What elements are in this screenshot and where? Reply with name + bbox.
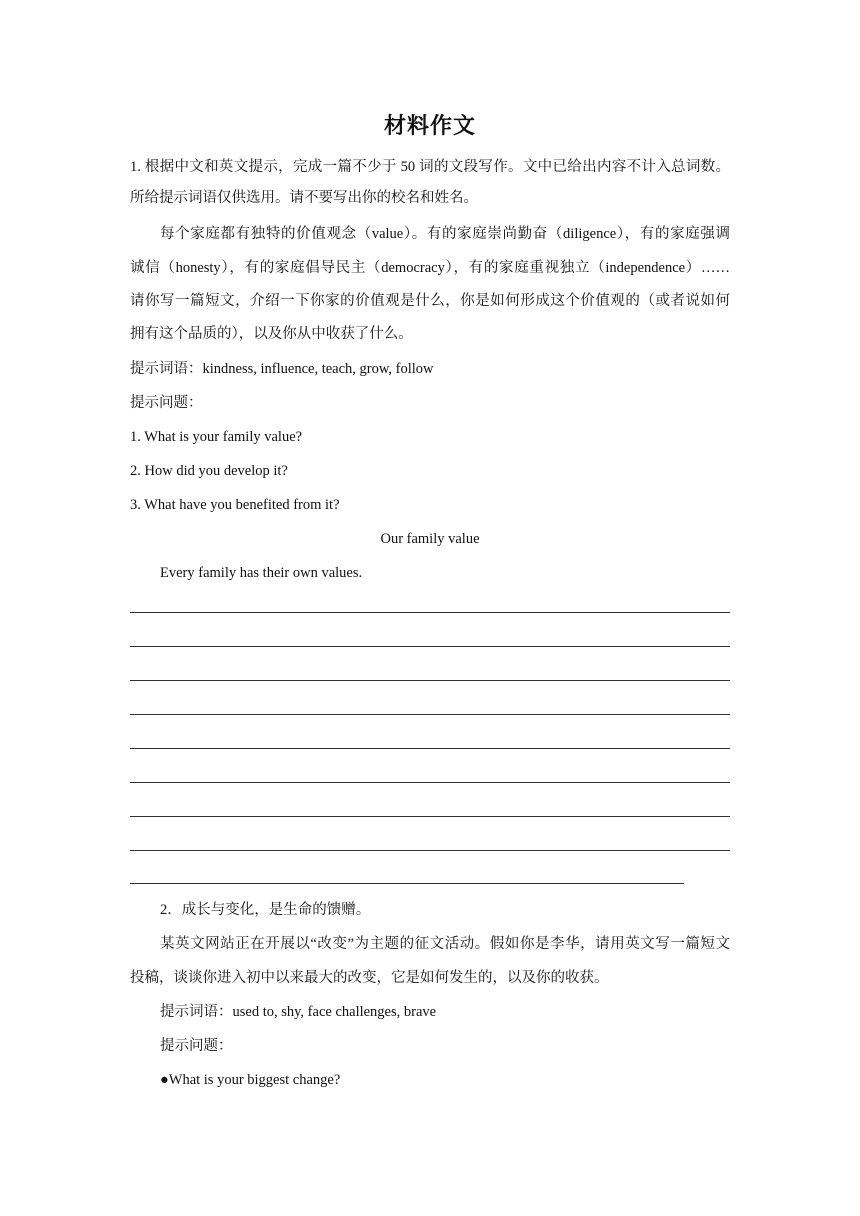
answer-line xyxy=(130,816,730,817)
answer-line xyxy=(130,646,730,647)
answer-line xyxy=(130,850,730,851)
task1-material-line-3: 请你写一篇短文，介绍一下你家的价值观是什么，你是如何形成这个价值观的（或者说如何 xyxy=(130,293,730,309)
task1-question-1: 1. What is your family value? xyxy=(130,429,303,445)
answer-line xyxy=(130,782,730,783)
page-title: 材料作文 xyxy=(383,114,476,139)
task2-question-1: ●What is your biggest change? xyxy=(160,1072,341,1088)
task1-instruction-line-1: 1. 根据中文和英文提示，完成一篇不少于 50 词的文段写作。文中已给出内容不计入总词数。 xyxy=(130,159,730,175)
task1-question-3: 3. What have you benefited from it? xyxy=(130,497,340,513)
answer-line xyxy=(130,612,730,613)
task2-material-line-1: 某英文网站正在开展以“改变”为主题的征文活动。假如你是李华，请用英文写一篇短文 xyxy=(160,936,730,952)
task1-hint-questions-label: 提示问题： xyxy=(130,395,203,411)
essay-start: Every family has their own values. xyxy=(160,565,363,581)
task1-instruction-line-2: 所给提示词语仅供选用。请不要写出你的校名和姓名。 xyxy=(130,190,478,206)
task2-material-line-2: 投稿，谈谈你进入初中以来最大的改变，它是如何发生的，以及你的收获。 xyxy=(130,970,609,986)
task2-hint-words: 提示词语：used to, shy, face challenges, brave xyxy=(160,1004,437,1020)
answer-line xyxy=(130,748,730,749)
answer-line xyxy=(130,680,730,681)
task1-hint-words: 提示词语：kindness, influence, teach, grow, follow xyxy=(130,361,434,377)
answer-line-last xyxy=(130,883,684,884)
task1-material-line-2: 诚信（honesty），有的家庭倡导民主（democracy），有的家庭重视独立（independence）…… xyxy=(130,260,730,276)
task2-heading: 2．成长与变化，是生命的馈赠。 xyxy=(160,902,371,918)
task1-material-line-4: 拥有这个品质的），以及你从中收获了什么。 xyxy=(130,326,413,342)
task2-hint-questions-label: 提示问题： xyxy=(160,1038,233,1054)
task1-material-line-1: 每个家庭都有独特的价值观念（value）。有的家庭崇尚勤奋（diligence），有的家庭强调 xyxy=(160,226,730,242)
answer-line xyxy=(130,714,730,715)
essay-title: Our family value xyxy=(380,531,480,547)
task1-question-2: 2. How did you develop it? xyxy=(130,463,288,479)
